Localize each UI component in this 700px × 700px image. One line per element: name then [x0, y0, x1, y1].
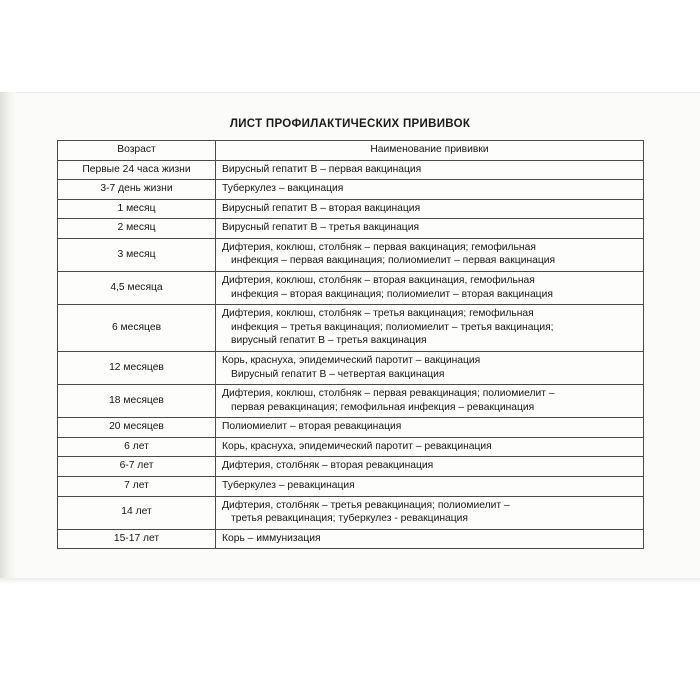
- cell-age: 7 лет: [58, 476, 216, 496]
- cell-age: 3 месяц: [58, 238, 216, 271]
- cell-vaccine-line: Корь – иммунизация: [222, 532, 321, 544]
- table-row: [58, 199, 644, 219]
- sheet-bottom-shadow: [0, 578, 700, 584]
- table-header-row: [58, 141, 644, 161]
- cell-vaccine: [216, 160, 644, 180]
- cell-vaccine: [216, 272, 644, 305]
- cell-vaccine: [216, 476, 644, 496]
- table-body: [58, 160, 644, 549]
- table-row: [58, 351, 644, 384]
- column-header-vaccine: Наименование прививки: [216, 141, 644, 161]
- table-row: [58, 160, 644, 180]
- cell-vaccine: [216, 219, 644, 239]
- cell-vaccine-line: Туберкулез – вакцинация: [222, 183, 344, 195]
- cell-vaccine-line: Вирусный гепатит В – первая вакцинация: [222, 163, 422, 175]
- cell-age: 6 лет: [58, 437, 216, 457]
- table-row: [58, 457, 644, 477]
- cell-vaccine-line: инфекция – вторая вакцинация; полиомиелит – вторая вакцинация: [231, 288, 553, 300]
- table-row: [58, 496, 644, 529]
- cell-vaccine-line: Дифтерия, коклюш, столбняк – третья вакцинация; гемофильная: [222, 308, 534, 320]
- cell-vaccine-line: Дифтерия, коклюш, столбняк – первая вакцинация; гемофильная: [222, 241, 536, 253]
- cell-vaccine-line: инфекция – третья вакцинация; полиомиелит – третья вакцинация;: [231, 321, 554, 333]
- page-title: ЛИСТ ПРОФИЛАКТИЧЕСКИХ ПРИВИВОК: [229, 118, 471, 130]
- table-row: [58, 437, 644, 457]
- cell-age: 3-7 день жизни: [58, 180, 216, 200]
- cell-vaccine-line: Дифтерия, коклюш, столбняк – вторая вакцинация, гемофильная: [222, 275, 535, 287]
- table-row: [58, 418, 644, 438]
- cell-vaccine-line: инфекция – первая вакцинация; полиомиелит – первая вакцинация: [231, 255, 556, 267]
- cell-age: Первые 24 часа жизни: [58, 160, 216, 180]
- column-header-age: Возраст: [58, 141, 216, 161]
- cell-vaccine-line: первая ревакцинация; гемофильная инфекция – ревакцинация: [231, 401, 535, 413]
- table-row: [58, 219, 644, 239]
- cell-vaccine: [216, 529, 644, 549]
- cell-vaccine: [216, 496, 644, 529]
- cell-age: 14 лет: [58, 496, 216, 529]
- cell-vaccine: [216, 180, 644, 200]
- cell-age: 4,5 месяца: [58, 272, 216, 305]
- cell-vaccine-line: Дифтерия, столбняк – вторая ревакцинация: [222, 460, 434, 472]
- cell-vaccine-line: третья ревакцинация; туберкулез - ревакцинация: [231, 513, 468, 525]
- cell-age: 12 месяцев: [58, 351, 216, 384]
- cell-vaccine-line: Вирусный гепатит В – третья вакцинация: [222, 222, 420, 234]
- cell-vaccine-line: Дифтерия, столбняк – третья ревакцинация; полиомиелит –: [222, 499, 510, 511]
- vaccination-table: [57, 140, 644, 549]
- cell-vaccine-line: Корь, краснуха, эпидемический паротит – вакцинация: [222, 354, 481, 366]
- cell-age: 6-7 лет: [58, 457, 216, 477]
- table-row: [58, 529, 644, 549]
- cell-age: 2 месяц: [58, 219, 216, 239]
- cell-age: 1 месяц: [58, 199, 216, 219]
- table-row: [58, 476, 644, 496]
- cell-vaccine: [216, 457, 644, 477]
- table-row: [58, 272, 644, 305]
- cell-vaccine: [216, 199, 644, 219]
- table-row: [58, 305, 644, 352]
- cell-vaccine: [216, 351, 644, 384]
- cell-vaccine: [216, 238, 644, 271]
- table-row: [58, 238, 644, 271]
- cell-age: 18 месяцев: [58, 385, 216, 418]
- sheet-top-edge: [0, 92, 700, 93]
- table-row: [58, 180, 644, 200]
- cell-vaccine-line: Вирусный гепатит В – вторая вакцинация: [222, 202, 421, 214]
- cell-age: 20 месяцев: [58, 418, 216, 438]
- book-spine: [0, 92, 16, 582]
- cell-age: 15-17 лет: [58, 529, 216, 549]
- cell-vaccine: [216, 385, 644, 418]
- cell-vaccine-line: Корь, краснуха, эпидемический паротит – ревакцинация: [222, 440, 492, 452]
- cell-age: 6 месяцев: [58, 305, 216, 352]
- cell-vaccine-line: Туберкулез – ревакцинация: [222, 479, 355, 491]
- cell-vaccine: [216, 418, 644, 438]
- cell-vaccine-line: Полиомиелит – вторая ревакцинация: [222, 421, 402, 433]
- cell-vaccine: [216, 305, 644, 352]
- table-row: [58, 385, 644, 418]
- cell-vaccine-line: Вирусный гепатит В – четвертая вакцинация: [231, 368, 445, 380]
- cell-vaccine-line: Дифтерия, коклюш, столбняк – первая ревакцинация; полиомиелит –: [222, 388, 555, 400]
- cell-vaccine-line: вирусный гепатит В – третья вакцинация: [231, 335, 427, 347]
- cell-vaccine: [216, 437, 644, 457]
